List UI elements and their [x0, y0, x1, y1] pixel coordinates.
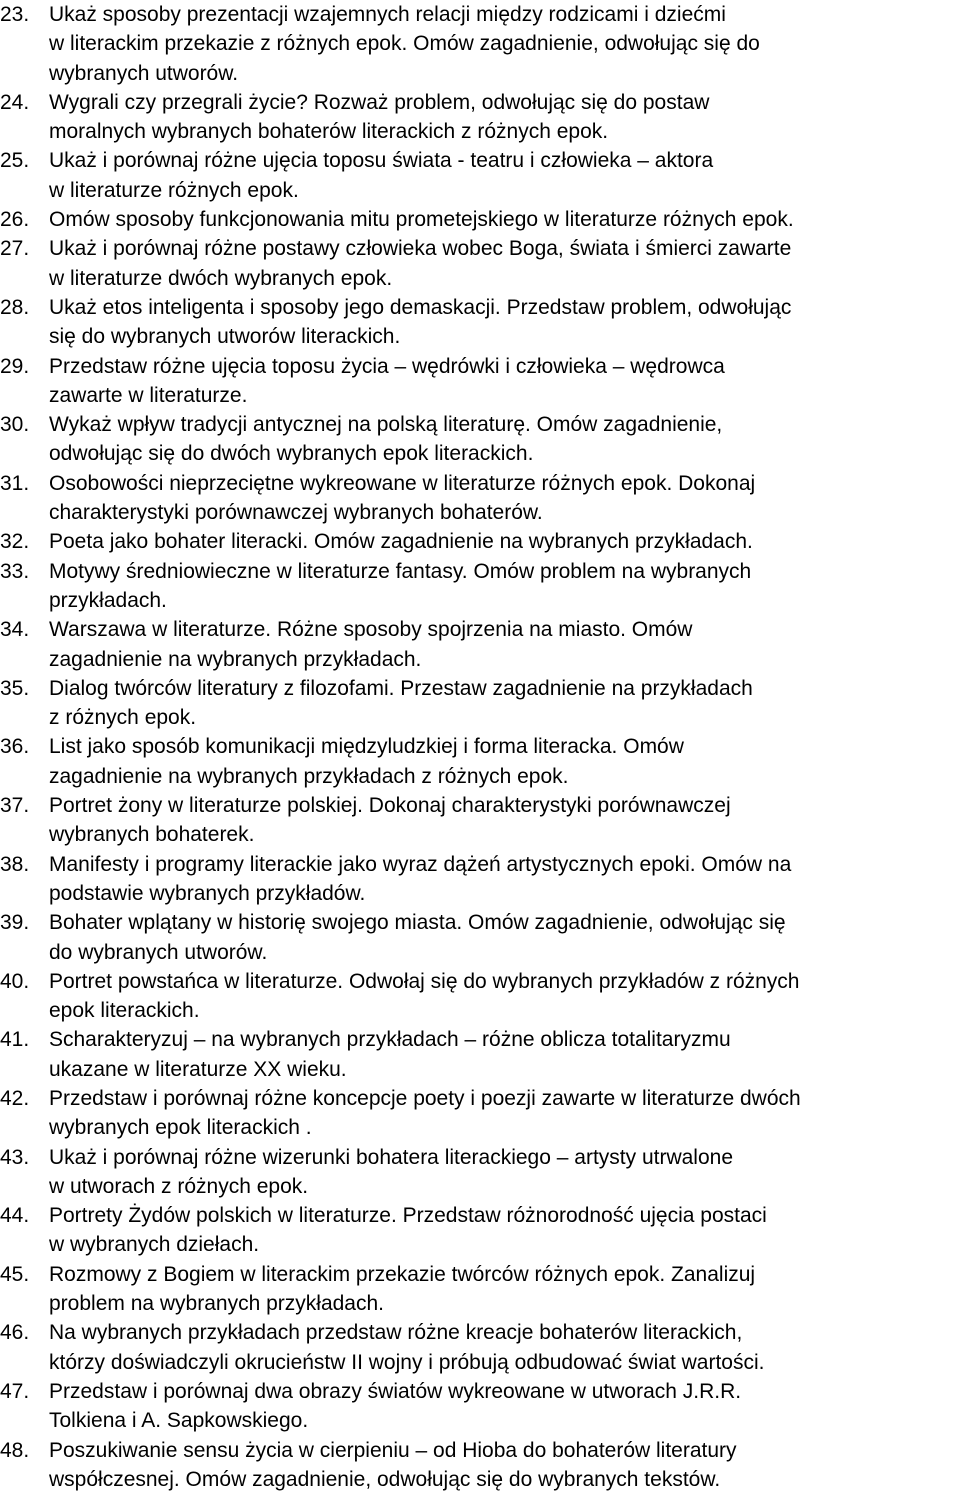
- item-text: List jako sposób komunikacji międzyludzkiej i forma literacka. Omów zagadnienie na wybranych przykładach z różnych epok.: [49, 735, 684, 788]
- list-item: [0, 791, 956, 850]
- list-item: [0, 1436, 956, 1494]
- item-number: 29.: [0, 354, 30, 378]
- item-number: 40.: [0, 969, 30, 993]
- item-text: Manifesty i programy literackie jako wyraz dążeń artystycznych epoki. Omów na podstawie wybranych przykładów.: [49, 852, 792, 905]
- list-item: [0, 674, 956, 733]
- item-text: Wygrali czy przegrali życie? Rozważ problem, odwołując się do postaw moralnych wybranych bohaterów literackich z różnych epok.: [49, 90, 710, 144]
- item-text: Dialog twórców literatury z filozofami. Przestaw zagadnienie na przykładach z różnych epok.: [49, 676, 753, 730]
- item-text: Ukaż i porównaj różne postawy człowieka wobec Boga, świata i śmierci zawarte w literaturze dwóch wybranych epok.: [49, 237, 792, 290]
- list-item: [0, 205, 956, 234]
- list-item: [0, 1318, 956, 1377]
- item-number: 43.: [0, 1145, 30, 1169]
- item-number: 27.: [0, 237, 30, 261]
- item-text: Motywy średniowieczne w literaturze fantasy. Omów problem na wybranych przykładach.: [49, 559, 752, 612]
- item-text: Rozmowy z Bogiem w literackim przekazie twórców różnych epok. Zanalizuj problem na wybranych przykładach.: [49, 1262, 756, 1316]
- item-number: 37.: [0, 794, 30, 818]
- list-item: [0, 615, 956, 674]
- item-number: 25.: [0, 149, 30, 173]
- item-text: Ukaż i porównaj różne ujęcia toposu świata - teatru i człowieka – aktora w literaturze różnych epok.: [49, 149, 714, 202]
- list-item: [0, 1143, 956, 1202]
- item-number: 23.: [0, 3, 30, 26]
- item-number: 47.: [0, 1379, 30, 1403]
- item-number: 39.: [0, 911, 30, 935]
- item-text: Ukaż sposoby prezentacji wzajemnych relacji między rodzicami i dziećmi w literackim przekazie z różnych epok. Omów zagadnienie, odwołując się do wybranych utworów.: [49, 3, 760, 85]
- list-item: [0, 1084, 956, 1143]
- list-item: [0, 1377, 956, 1436]
- item-text: Ukaż i porównaj różne wizerunki bohatera literackiego – artysty utrwalone w utworach z różnych epok.: [49, 1145, 733, 1198]
- list-item: [0, 967, 956, 1026]
- list-item: [0, 908, 956, 967]
- item-text: Bohater wplątany w historię swojego miasta. Omów zagadnienie, odwołując się do wybranych utworów.: [49, 911, 786, 964]
- list-item: [0, 1260, 956, 1319]
- item-text: Przedstaw różne ujęcia toposu życia – wędrówki i człowieka – wędrowca zawarte w literaturze.: [49, 354, 725, 407]
- item-text: Przedstaw i porównaj różne koncepcje poety i poezji zawarte w literaturze dwóch wybranych epok literackich .: [49, 1086, 801, 1140]
- item-text: Poeta jako bohater literacki. Omów zagadnienie na wybranych przykładach.: [49, 530, 753, 554]
- list-item: [0, 410, 956, 469]
- item-number: 35.: [0, 676, 30, 700]
- item-number: 34.: [0, 618, 30, 642]
- item-number: 32.: [0, 530, 30, 554]
- list-item: [0, 732, 956, 791]
- item-number: 44.: [0, 1204, 30, 1228]
- item-number: 30.: [0, 413, 30, 437]
- item-text: Omów sposoby funkcjonowania mitu prometejskiego w literaturze różnych epok.: [49, 208, 794, 232]
- item-number: 28.: [0, 295, 30, 319]
- list-item: [0, 527, 956, 556]
- item-text: Warszawa w literaturze. Różne sposoby spojrzenia na miasto. Omów zagadnienie na wybranych przykładach.: [49, 618, 693, 671]
- item-text: Osobowości nieprzeciętne wykreowane w literaturze różnych epok. Dokonaj charakterystyki porównawczej wybranych bohaterów.: [49, 471, 756, 525]
- list-item: [0, 352, 956, 411]
- list-item: [0, 1025, 956, 1084]
- list-item: [0, 1201, 956, 1260]
- list-item: [0, 88, 956, 147]
- item-text: Na wybranych przykładach przedstaw różne kreacje bohaterów literackich, którzy doświadczyli okrucieństw II wojny i próbują odbudować świat wartości.: [49, 1321, 765, 1374]
- item-number: 45.: [0, 1262, 30, 1286]
- item-number: 31.: [0, 471, 30, 495]
- item-text: Ukaż etos inteligenta i sposoby jego demaskacji. Przedstaw problem, odwołując się do wybranych utworów literackich.: [49, 295, 792, 349]
- item-text: Portret powstańca w literaturze. Odwołaj się do wybranych przykładów z różnych epok literackich.: [49, 969, 800, 1023]
- item-number: 36.: [0, 735, 30, 759]
- item-number: 24.: [0, 90, 30, 114]
- item-number: 41.: [0, 1028, 30, 1052]
- item-text: Portret żony w literaturze polskiej. Dokonaj charakterystyki porównawczej wybranych bohaterek.: [49, 794, 731, 847]
- item-number: 42.: [0, 1086, 30, 1110]
- item-text: Scharakteryzuj – na wybranych przykładach – różne oblicza totalitaryzmu ukazane w literaturze XX wieku.: [49, 1028, 731, 1081]
- item-number: 48.: [0, 1438, 30, 1462]
- item-text: Wykaż wpływ tradycji antycznej na polską literaturę. Omów zagadnienie, odwołując się do dwóch wybranych epok literackich.: [49, 413, 723, 466]
- item-text: Przedstaw i porównaj dwa obrazy światów wykreowane w utworach J.R.R. Tolkiena i A. Sapkowskiego.: [49, 1379, 742, 1433]
- item-number: 38.: [0, 852, 30, 876]
- item-number: 26.: [0, 208, 30, 232]
- item-number: 46.: [0, 1321, 30, 1345]
- list-item: [0, 850, 956, 909]
- item-text: Portrety Żydów polskich w literaturze. Przedstaw różnorodność ujęcia postaci w wybranych dziełach.: [49, 1204, 767, 1257]
- item-number: 33.: [0, 559, 30, 583]
- list-item: [0, 557, 956, 616]
- list-item: [0, 293, 956, 352]
- item-text: Poszukiwanie sensu życia w cierpieniu – od Hioba do bohaterów literatury współczesnej. Omów zagadnienie, odwołując się do wybranych tekstów.: [49, 1438, 737, 1491]
- list-item: [0, 146, 956, 205]
- list-item: [0, 0, 956, 88]
- list-item: [0, 469, 956, 528]
- list-item: [0, 234, 956, 293]
